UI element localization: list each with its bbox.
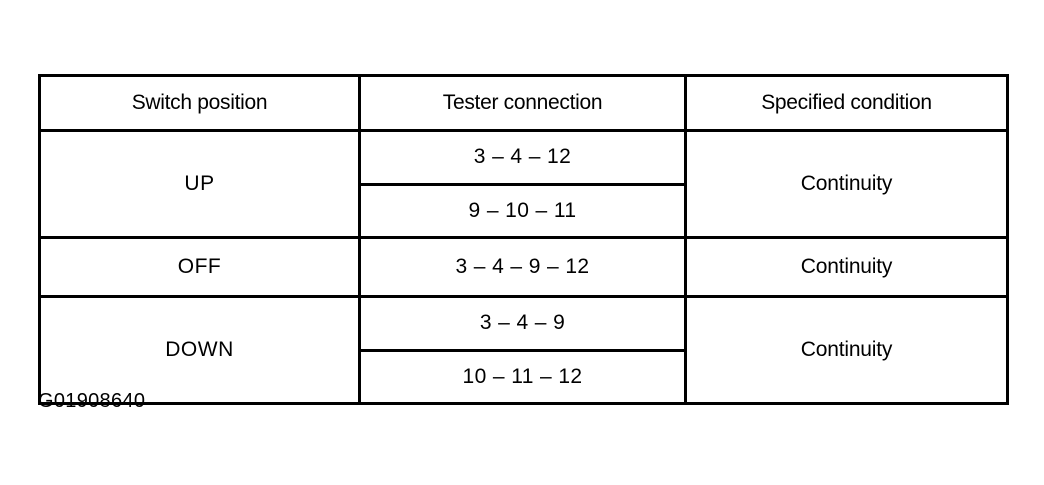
tester-connection-up-split (361, 132, 684, 236)
specified-condition-off: Continuity (686, 238, 1008, 297)
specified-condition-down: Continuity (686, 297, 1008, 404)
switch-position-off: OFF (40, 238, 360, 297)
tester-connection-down-line-1: 3 – 4 – 9 (361, 298, 684, 352)
tester-connection-down-split (361, 298, 684, 402)
table-header-row (40, 76, 1008, 131)
column-header-specified-condition: Specified condition (686, 76, 1008, 131)
tester-connection-up-line-1: 3 – 4 – 12 (361, 132, 684, 186)
tester-connection-off: 3 – 4 – 9 – 12 (360, 238, 686, 297)
table-row (40, 131, 1008, 238)
specified-condition-up: Continuity (686, 131, 1008, 238)
table-row (40, 297, 1008, 404)
switch-continuity-table (38, 74, 1009, 405)
switch-position-up: UP (40, 131, 360, 238)
tester-connection-down (360, 297, 686, 404)
tester-connection-up (360, 131, 686, 238)
figure-caption: G01908640 (38, 390, 146, 412)
tester-connection-down-line-2: 10 – 11 – 12 (462, 364, 583, 388)
table-row (40, 238, 1008, 297)
switch-position-down: DOWN (40, 297, 360, 404)
column-header-tester-connection: Tester connection (360, 76, 686, 131)
column-header-switch-position: Switch position (40, 76, 360, 131)
tester-connection-up-line-2: 9 – 10 – 11 (468, 198, 577, 222)
